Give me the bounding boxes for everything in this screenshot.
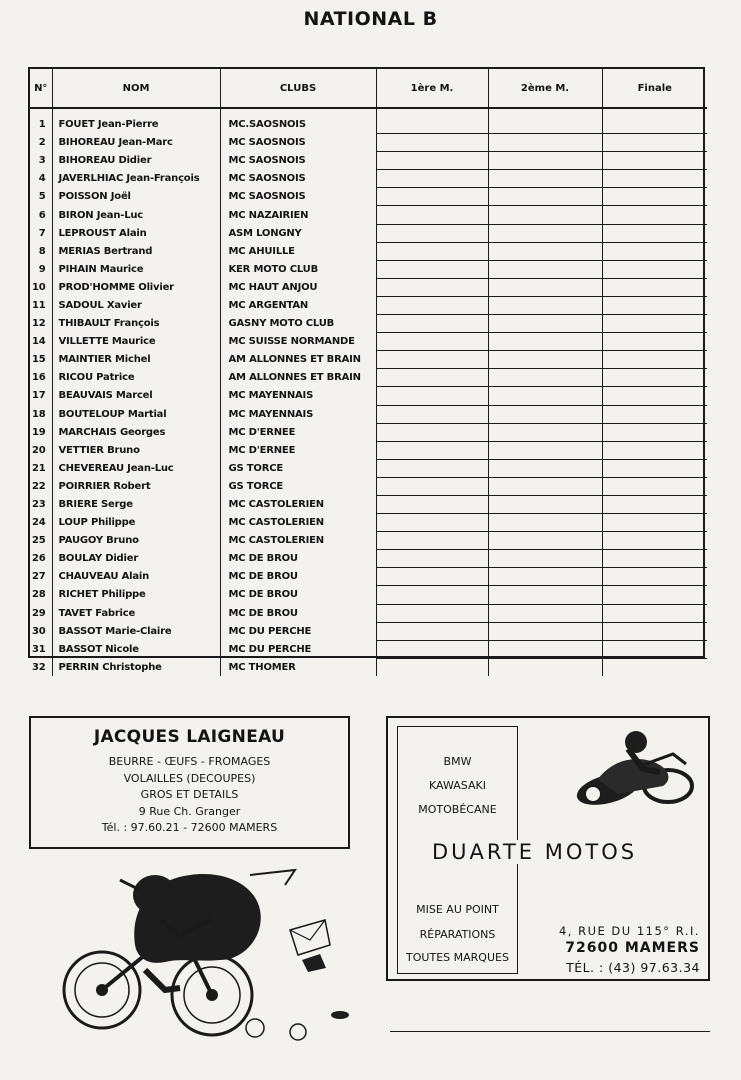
table-row bbox=[30, 152, 707, 170]
manche-1-cell bbox=[376, 514, 488, 532]
manche-2-cell bbox=[488, 278, 602, 296]
rider-club: AM ALLONNES ET BRAIN bbox=[220, 351, 376, 369]
manche-1-cell bbox=[376, 459, 488, 477]
table-row bbox=[30, 333, 707, 351]
rider-club: GS TORCE bbox=[220, 477, 376, 495]
manche-2-cell bbox=[488, 369, 602, 387]
rider-name: JAVERLHIAC Jean-François bbox=[52, 170, 220, 188]
table-row bbox=[30, 604, 707, 622]
finale-cell bbox=[602, 242, 707, 260]
table-row bbox=[30, 116, 707, 134]
rider-club: MC HAUT ANJOU bbox=[220, 278, 376, 296]
finale-cell bbox=[602, 260, 707, 278]
table-row bbox=[30, 315, 707, 333]
rider-name: LEPROUST Alain bbox=[52, 224, 220, 242]
manche-2-cell bbox=[488, 387, 602, 405]
rider-club: ASM LONGNY bbox=[220, 224, 376, 242]
manche-1-cell bbox=[376, 477, 488, 495]
manche-2-cell bbox=[488, 586, 602, 604]
rider-name: CHAUVEAU Alain bbox=[52, 568, 220, 586]
manche-2-cell bbox=[488, 514, 602, 532]
rider-name: TAVET Fabrice bbox=[52, 604, 220, 622]
laigneau-line: VOLAILLES (DECOUPES) bbox=[123, 771, 256, 785]
rider-club: MC MAYENNAIS bbox=[220, 387, 376, 405]
table-row bbox=[30, 387, 707, 405]
finale-cell bbox=[602, 550, 707, 568]
rider-name: BIHOREAU Didier bbox=[52, 152, 220, 170]
table-row bbox=[30, 441, 707, 459]
manche-2-cell bbox=[488, 622, 602, 640]
table-row bbox=[30, 224, 707, 242]
rider-name: PERRIN Christophe bbox=[52, 658, 220, 676]
rider-name: BOUTELOUP Martial bbox=[52, 405, 220, 423]
manche-2-cell bbox=[488, 604, 602, 622]
manche-2-cell bbox=[488, 333, 602, 351]
rider-number: 6 bbox=[30, 206, 52, 224]
duarte-address: 4, RUE DU 115° R.I. bbox=[558, 924, 700, 938]
signature-line bbox=[390, 1031, 710, 1032]
manche-2-cell bbox=[488, 423, 602, 441]
rider-name: BIHOREAU Jean-Marc bbox=[52, 134, 220, 152]
finale-cell bbox=[602, 568, 707, 586]
table-row bbox=[30, 532, 707, 550]
finale-cell bbox=[602, 206, 707, 224]
finale-cell bbox=[602, 441, 707, 459]
header-manche-1: 1ère M. bbox=[376, 69, 488, 108]
rider-number: 29 bbox=[30, 604, 52, 622]
rider-club: GASNY MOTO CLUB bbox=[220, 315, 376, 333]
rider-number: 25 bbox=[30, 532, 52, 550]
rider-name: LOUP Philippe bbox=[52, 514, 220, 532]
finale-cell bbox=[602, 152, 707, 170]
manche-1-cell bbox=[376, 170, 488, 188]
manche-1-cell bbox=[376, 568, 488, 586]
manche-1-cell bbox=[376, 550, 488, 568]
rider-club: MC DE BROU bbox=[220, 568, 376, 586]
table-row bbox=[30, 477, 707, 495]
rider-club: GS TORCE bbox=[220, 459, 376, 477]
rider-name: SADOUL Xavier bbox=[52, 296, 220, 314]
manche-1-cell bbox=[376, 532, 488, 550]
manche-1-cell bbox=[376, 296, 488, 314]
rider-name: BIRON Jean-Luc bbox=[52, 206, 220, 224]
table-row bbox=[30, 495, 707, 513]
finale-cell bbox=[602, 586, 707, 604]
finale-cell bbox=[602, 333, 707, 351]
rider-club: MC NAZAIRIEN bbox=[220, 206, 376, 224]
table-row bbox=[30, 550, 707, 568]
rider-number: 3 bbox=[30, 152, 52, 170]
manche-1-cell bbox=[376, 369, 488, 387]
rider-club: MC CASTOLERIEN bbox=[220, 495, 376, 513]
results-table bbox=[28, 67, 705, 673]
rider-name: CHEVEREAU Jean-Luc bbox=[52, 459, 220, 477]
manche-1-cell bbox=[376, 278, 488, 296]
manche-1-cell bbox=[376, 224, 488, 242]
rider-club: MC AHUILLE bbox=[220, 242, 376, 260]
manche-2-cell bbox=[488, 188, 602, 206]
laigneau-line: 9 Rue Ch. Granger bbox=[138, 804, 241, 818]
rider-number: 22 bbox=[30, 477, 52, 495]
rider-name: BOULAY Didier bbox=[52, 550, 220, 568]
finale-cell bbox=[602, 351, 707, 369]
manche-2-cell bbox=[488, 405, 602, 423]
rider-club: MC.SAOSNOIS bbox=[220, 116, 376, 134]
finale-cell bbox=[602, 477, 707, 495]
finale-cell bbox=[602, 369, 707, 387]
finale-cell bbox=[602, 224, 707, 242]
table-row bbox=[30, 278, 707, 296]
rider-club: MC DE BROU bbox=[220, 604, 376, 622]
rider-club: MC D'ERNEE bbox=[220, 423, 376, 441]
service-line: MISE AU POINT bbox=[416, 903, 499, 916]
manche-2-cell bbox=[488, 206, 602, 224]
table-row bbox=[30, 134, 707, 152]
rider-club: MC DU PERCHE bbox=[220, 622, 376, 640]
cartoon-biker-illustration bbox=[40, 850, 370, 1065]
finale-cell bbox=[602, 532, 707, 550]
manche-1-cell bbox=[376, 134, 488, 152]
rider-name: MAINTIER Michel bbox=[52, 351, 220, 369]
finale-cell bbox=[602, 134, 707, 152]
manche-1-cell bbox=[376, 495, 488, 513]
manche-1-cell bbox=[376, 387, 488, 405]
rider-name: BRIERE Serge bbox=[52, 495, 220, 513]
duarte-city: 72600 MAMERS bbox=[565, 940, 700, 956]
manche-2-cell bbox=[488, 568, 602, 586]
rider-name: POIRRIER Robert bbox=[52, 477, 220, 495]
manche-1-cell bbox=[376, 622, 488, 640]
rider-club: AM ALLONNES ET BRAIN bbox=[220, 369, 376, 387]
rider-number: 12 bbox=[30, 315, 52, 333]
rider-name: MERIAS Bertrand bbox=[52, 242, 220, 260]
rider-club: MC D'ERNEE bbox=[220, 441, 376, 459]
rider-number: 30 bbox=[30, 622, 52, 640]
brand-motobecane: MOTOBÉCANE bbox=[418, 803, 497, 816]
finale-cell bbox=[602, 405, 707, 423]
finale-cell bbox=[602, 278, 707, 296]
manche-1-cell bbox=[376, 242, 488, 260]
manche-1-cell bbox=[376, 640, 488, 658]
rider-club: KER MOTO CLUB bbox=[220, 260, 376, 278]
brand-kawasaki: KAWASAKI bbox=[429, 779, 486, 792]
finale-cell bbox=[602, 423, 707, 441]
header-finale: Finale bbox=[602, 69, 707, 108]
table-row bbox=[30, 296, 707, 314]
manche-1-cell bbox=[376, 260, 488, 278]
manche-1-cell bbox=[376, 441, 488, 459]
finale-cell bbox=[602, 459, 707, 477]
motorcycle-racer-icon bbox=[568, 724, 698, 816]
rider-club: MC DE BROU bbox=[220, 550, 376, 568]
manche-1-cell bbox=[376, 405, 488, 423]
page-title: NATIONAL B bbox=[303, 8, 438, 30]
rider-club: MC THOMER bbox=[220, 658, 376, 676]
header-clubs: CLUBS bbox=[220, 69, 376, 108]
table-row bbox=[30, 658, 707, 676]
manche-1-cell bbox=[376, 658, 488, 676]
table-row bbox=[30, 170, 707, 188]
rider-number: 1 bbox=[30, 116, 52, 134]
rider-number: 24 bbox=[30, 514, 52, 532]
rider-name: MARCHAIS Georges bbox=[52, 423, 220, 441]
manche-1-cell bbox=[376, 423, 488, 441]
rider-number: 28 bbox=[30, 586, 52, 604]
manche-2-cell bbox=[488, 550, 602, 568]
manche-2-cell bbox=[488, 477, 602, 495]
rider-name: BASSOT Nicole bbox=[52, 640, 220, 658]
rider-club: MC DU PERCHE bbox=[220, 640, 376, 658]
rider-club: MC SAOSNOIS bbox=[220, 188, 376, 206]
rider-name: POISSON Joël bbox=[52, 188, 220, 206]
table-header-row bbox=[30, 69, 707, 108]
table-row bbox=[30, 188, 707, 206]
table-row bbox=[30, 586, 707, 604]
rider-name: PROD'HOMME Olivier bbox=[52, 278, 220, 296]
rider-number: 11 bbox=[30, 296, 52, 314]
table-body bbox=[30, 108, 707, 676]
table-row bbox=[30, 640, 707, 658]
rider-name: VILLETTE Maurice bbox=[52, 333, 220, 351]
manche-1-cell bbox=[376, 116, 488, 134]
manche-2-cell bbox=[488, 658, 602, 676]
rider-number: 27 bbox=[30, 568, 52, 586]
rider-club: MC CASTOLERIEN bbox=[220, 514, 376, 532]
brand-bmw: BMW bbox=[443, 755, 472, 768]
manche-2-cell bbox=[488, 351, 602, 369]
header-nom: NOM bbox=[52, 69, 220, 108]
manche-2-cell bbox=[488, 224, 602, 242]
rider-club: MC SAOSNOIS bbox=[220, 152, 376, 170]
finale-cell bbox=[602, 622, 707, 640]
rider-club: MC ARGENTAN bbox=[220, 296, 376, 314]
finale-cell bbox=[602, 188, 707, 206]
rider-number: 31 bbox=[30, 640, 52, 658]
laigneau-line: Tél. : 97.60.21 - 72600 MAMERS bbox=[101, 821, 278, 834]
duarte-motos-ad bbox=[386, 716, 710, 981]
rider-name: PIHAIN Maurice bbox=[52, 260, 220, 278]
manche-1-cell bbox=[376, 315, 488, 333]
rider-club: MC SUISSE NORMANDE bbox=[220, 333, 376, 351]
finale-cell bbox=[602, 315, 707, 333]
table-row bbox=[30, 369, 707, 387]
finale-cell bbox=[602, 296, 707, 314]
manche-2-cell bbox=[488, 296, 602, 314]
manche-1-cell bbox=[376, 206, 488, 224]
header-manche-2: 2ème M. bbox=[488, 69, 602, 108]
rider-number: 10 bbox=[30, 278, 52, 296]
service-line: TOUTES MARQUES bbox=[406, 951, 509, 964]
laigneau-name: JACQUES LAIGNEAU bbox=[93, 727, 286, 747]
finale-cell bbox=[602, 658, 707, 676]
rider-number: 14 bbox=[30, 333, 52, 351]
table-row bbox=[30, 260, 707, 278]
rider-number: 17 bbox=[30, 387, 52, 405]
rider-name: BASSOT Marie-Claire bbox=[52, 622, 220, 640]
laigneau-line: GROS ET DETAILS bbox=[140, 788, 239, 801]
rider-name: THIBAULT François bbox=[52, 315, 220, 333]
rider-number: 8 bbox=[30, 242, 52, 260]
rider-number: 7 bbox=[30, 224, 52, 242]
rider-club: MC SAOSNOIS bbox=[220, 170, 376, 188]
manche-2-cell bbox=[488, 315, 602, 333]
rider-name: FOUET Jean-Pierre bbox=[52, 116, 220, 134]
rider-club: MC MAYENNAIS bbox=[220, 405, 376, 423]
finale-cell bbox=[602, 116, 707, 134]
manche-1-cell bbox=[376, 188, 488, 206]
manche-2-cell bbox=[488, 495, 602, 513]
manche-2-cell bbox=[488, 640, 602, 658]
manche-2-cell bbox=[488, 459, 602, 477]
table-row bbox=[30, 423, 707, 441]
manche-2-cell bbox=[488, 116, 602, 134]
table-row bbox=[30, 405, 707, 423]
finale-cell bbox=[602, 514, 707, 532]
manche-1-cell bbox=[376, 604, 488, 622]
rider-number: 4 bbox=[30, 170, 52, 188]
manche-2-cell bbox=[488, 242, 602, 260]
finale-cell bbox=[602, 387, 707, 405]
duarte-phone: TÉL. : (43) 97.63.34 bbox=[566, 960, 700, 975]
manche-2-cell bbox=[488, 532, 602, 550]
service-line: RÉPARATIONS bbox=[419, 928, 496, 941]
table-row bbox=[30, 459, 707, 477]
duarte-name: DUARTE MOTOS bbox=[432, 840, 638, 864]
table-row bbox=[30, 568, 707, 586]
rider-number: 32 bbox=[30, 658, 52, 676]
rider-number: 20 bbox=[30, 441, 52, 459]
table-row bbox=[30, 351, 707, 369]
header-num: N° bbox=[30, 69, 52, 108]
rider-name: BEAUVAIS Marcel bbox=[52, 387, 220, 405]
finale-cell bbox=[602, 170, 707, 188]
rider-club: MC SAOSNOIS bbox=[220, 134, 376, 152]
rider-club: MC DE BROU bbox=[220, 586, 376, 604]
rider-number: 23 bbox=[30, 495, 52, 513]
rider-name: VETTIER Bruno bbox=[52, 441, 220, 459]
finale-cell bbox=[602, 495, 707, 513]
manche-2-cell bbox=[488, 170, 602, 188]
table-row bbox=[30, 206, 707, 224]
rider-club: MC CASTOLERIEN bbox=[220, 532, 376, 550]
manche-2-cell bbox=[488, 134, 602, 152]
rider-number: 26 bbox=[30, 550, 52, 568]
rider-number: 16 bbox=[30, 369, 52, 387]
rider-number: 19 bbox=[30, 423, 52, 441]
table-row bbox=[30, 622, 707, 640]
rider-number: 9 bbox=[30, 260, 52, 278]
laigneau-ad bbox=[29, 716, 350, 849]
rider-name: RICOU Patrice bbox=[52, 369, 220, 387]
rider-number: 5 bbox=[30, 188, 52, 206]
rider-number: 2 bbox=[30, 134, 52, 152]
manche-1-cell bbox=[376, 351, 488, 369]
manche-1-cell bbox=[376, 333, 488, 351]
table-row bbox=[30, 514, 707, 532]
finale-cell bbox=[602, 604, 707, 622]
manche-2-cell bbox=[488, 260, 602, 278]
rider-name: RICHET Philippe bbox=[52, 586, 220, 604]
rider-number: 18 bbox=[30, 405, 52, 423]
manche-2-cell bbox=[488, 441, 602, 459]
rider-name: PAUGOY Bruno bbox=[52, 532, 220, 550]
manche-2-cell bbox=[488, 152, 602, 170]
manche-1-cell bbox=[376, 152, 488, 170]
table-row bbox=[30, 242, 707, 260]
laigneau-line: BEURRE - ŒUFS - FROMAGES bbox=[108, 755, 271, 768]
rider-number: 21 bbox=[30, 459, 52, 477]
manche-1-cell bbox=[376, 586, 488, 604]
finale-cell bbox=[602, 640, 707, 658]
rider-number: 15 bbox=[30, 351, 52, 369]
